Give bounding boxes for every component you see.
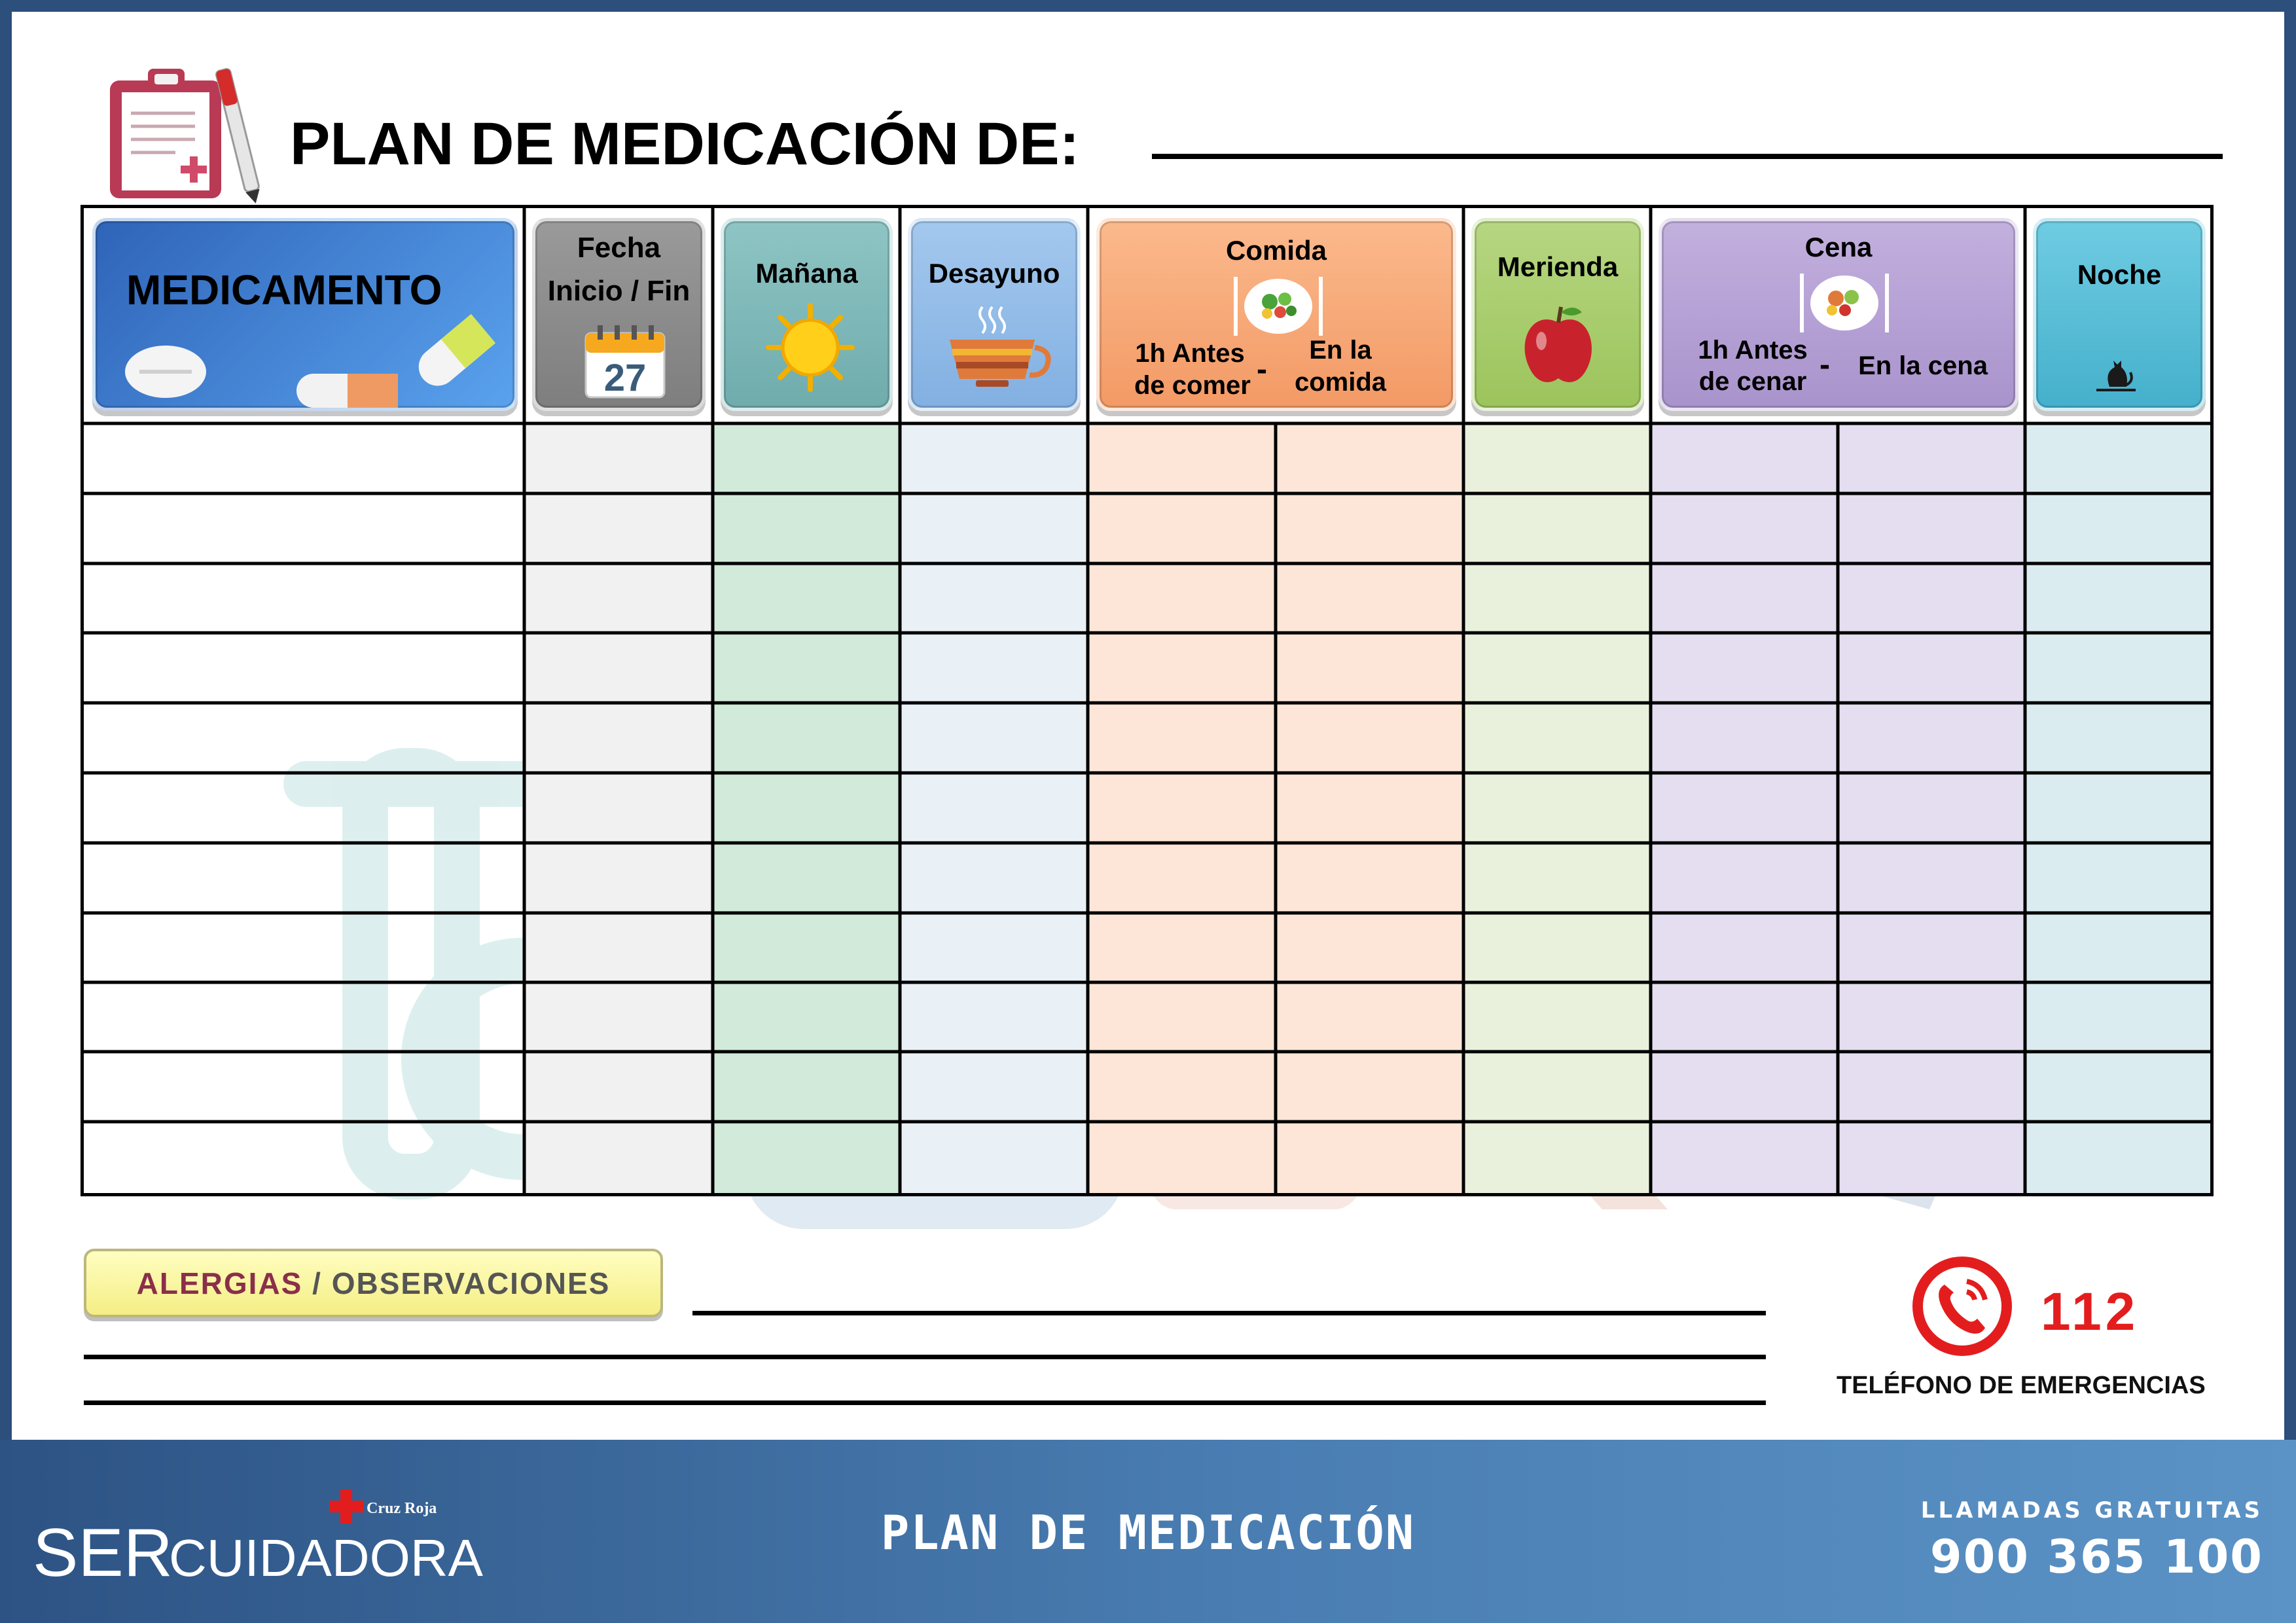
header-manana-label: Mañana — [755, 258, 858, 289]
observations-text: OBSERVACIONES — [331, 1266, 611, 1300]
svg-text:CUIDADORA: CUIDADORA — [169, 1529, 484, 1587]
calendar-day: 27 — [603, 357, 647, 399]
header-fecha-sub: Inicio / Fin — [547, 275, 691, 307]
medication-table — [81, 205, 2229, 1200]
cena-dash: - — [1820, 348, 1830, 382]
header-desayuno-label: Desayuno — [928, 258, 1060, 289]
cena-before-line2: de cenar — [1698, 367, 1807, 396]
emergency-label: TELÉFONO DE EMERGENCIAS — [1837, 1372, 2206, 1399]
observations-line-1[interactable] — [692, 1311, 1766, 1315]
footer-title: PLAN DE MEDICACIÓN — [880, 1505, 1416, 1560]
svg-text:SER: SER — [33, 1515, 173, 1591]
header-medicamento-label: MEDICAMENTO — [126, 266, 442, 313]
emergency-number: 112 — [2041, 1282, 2140, 1342]
header-comida-label: Comida — [1225, 235, 1327, 266]
header-noche-label: Noche — [2077, 259, 2162, 290]
header-fecha-label: Fecha — [577, 232, 661, 264]
allergies-observations-label — [84, 1249, 663, 1317]
allergies-separator: / — [302, 1266, 332, 1300]
comida-before-line1: 1h Antes — [1135, 339, 1245, 368]
comida-before-line2: de comer — [1134, 371, 1251, 400]
medication-plan-sheet — [12, 12, 2284, 1440]
patient-name-line[interactable] — [1152, 154, 2223, 159]
observations-line-2[interactable] — [84, 1355, 1766, 1359]
allergies-text: ALERGIAS — [136, 1266, 303, 1300]
header-cena-label: Cena — [1804, 232, 1873, 262]
observations-line-3[interactable] — [84, 1400, 1766, 1405]
header-merienda-label: Merienda — [1497, 251, 1619, 282]
comida-during-line1: En la — [1309, 336, 1372, 365]
svg-text:Cruz Roja: Cruz Roja — [367, 1500, 437, 1517]
free-calls-label: LLAMADAS GRATUITAS — [1920, 1497, 2263, 1524]
phone-call-icon — [1907, 1255, 2018, 1357]
cena-during: En la cena — [1858, 351, 1988, 380]
table-grid — [81, 205, 2229, 1200]
comida-dash: - — [1257, 352, 1267, 387]
page-title: PLAN DE MEDICACIÓN DE: — [290, 111, 1080, 177]
comida-during-line2: comida — [1294, 368, 1387, 397]
cena-before-line1: 1h Antes — [1698, 336, 1808, 365]
footer-phone[interactable]: 900 365 100 — [1929, 1530, 2263, 1584]
clipboard-pen-icon — [97, 61, 267, 205]
